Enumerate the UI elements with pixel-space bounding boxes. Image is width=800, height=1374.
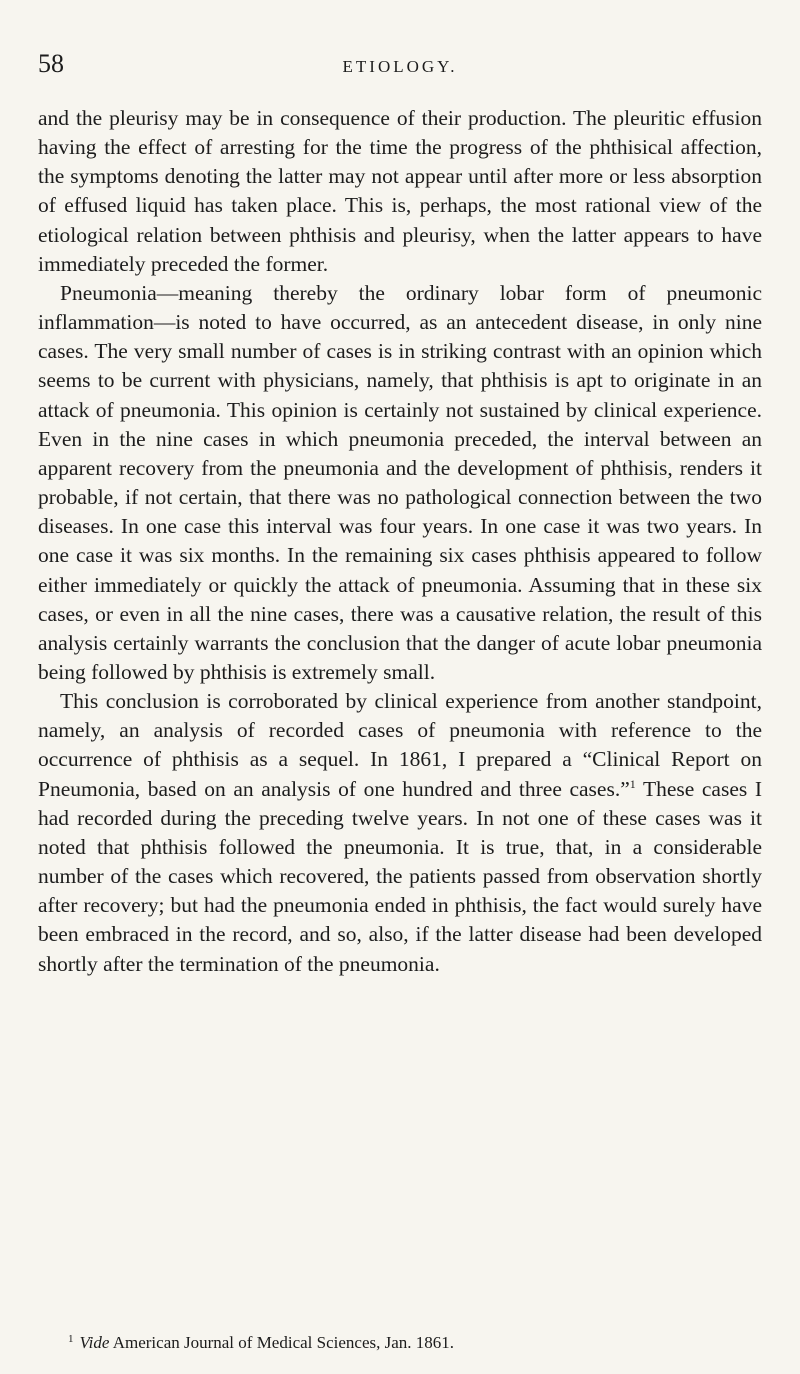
- footnote: [38, 1328, 762, 1354]
- body-text: [38, 104, 762, 979]
- footnote-mark: 1: [68, 1333, 74, 1345]
- page-header: [38, 47, 762, 87]
- footnote-text: American Journal of Medical Sciences, Jan. 1861.: [109, 1333, 455, 1352]
- paragraph-clinical-report: [38, 687, 762, 979]
- running-head: ETIOLOGY.: [342, 57, 458, 76]
- paragraph-continuation: and the pleurisy may be in consequence of their production. The pleuritic effusion having the effect of arresting for the time the progress of the phthisical affection, the symptoms denoting the latter may not appear until after more or less absorption of effused liquid has taken place. This is, perhaps, the most rational view of the etiological relation between phthisis and pleurisy, when the latter appears to have immediately preceded the former.: [38, 106, 762, 276]
- footnote-reference: 1: [629, 776, 636, 791]
- paragraph-text-after-ref: These cases I had recorded during the preceding twelve years. In not one of these cases was it noted that phthisis followed the pneumonia. It is true, that, in a considerable number of the cases which recovered, the patients passed from observation shortly after recovery; but had the pneumonia ended in phthisis, the fact would surely have been embraced in the record, and so, also, if the latter disease had been developed shortly after the termination of the pneumonia.: [38, 776, 762, 976]
- paragraph-text-before-ref: This conclusion is corroborated by clinical experience from another standpoint, namely, an analysis of recorded cases of pneumonia with reference to the occurrence of phthisis as a sequel. In 1861, I prepared a “Clinical Report on Pneumonia, based on an analysis of one hundred and three cases.”: [38, 689, 762, 801]
- page-number: 58: [38, 49, 64, 78]
- footnote-vide: Vide: [79, 1333, 110, 1352]
- paragraph-pneumonia: Pneumonia—meaning thereby the ordinary lobar form of pneumonic inflammation—is noted to have occurred, as an antecedent disease, in only nine cases. The very small number of cases is in striking contrast with an opinion which seems to be current with physicians, namely, that phthisis is apt to originate in an attack of pneumonia. This opinion is certainly not sustained by clinical experience. Even in the nine cases in which pneumonia preceded, the interval between an apparent recovery from the pneumonia and the development of phthisis, renders it probable, if not certain, that there was no pathological connection between the two diseases. In one case this interval was four years. In one case it was two years. In one case it was six months. In the remaining six cases phthisis appeared to follow either immediately or quickly the attack of pneumonia. Assuming that in these six cases, or even in all the nine cases, there was a causative relation, the result of this analysis certainly warrants the conclusion that the danger of acute lobar pneumonia being followed by phthisis is extremely small.: [38, 280, 762, 684]
